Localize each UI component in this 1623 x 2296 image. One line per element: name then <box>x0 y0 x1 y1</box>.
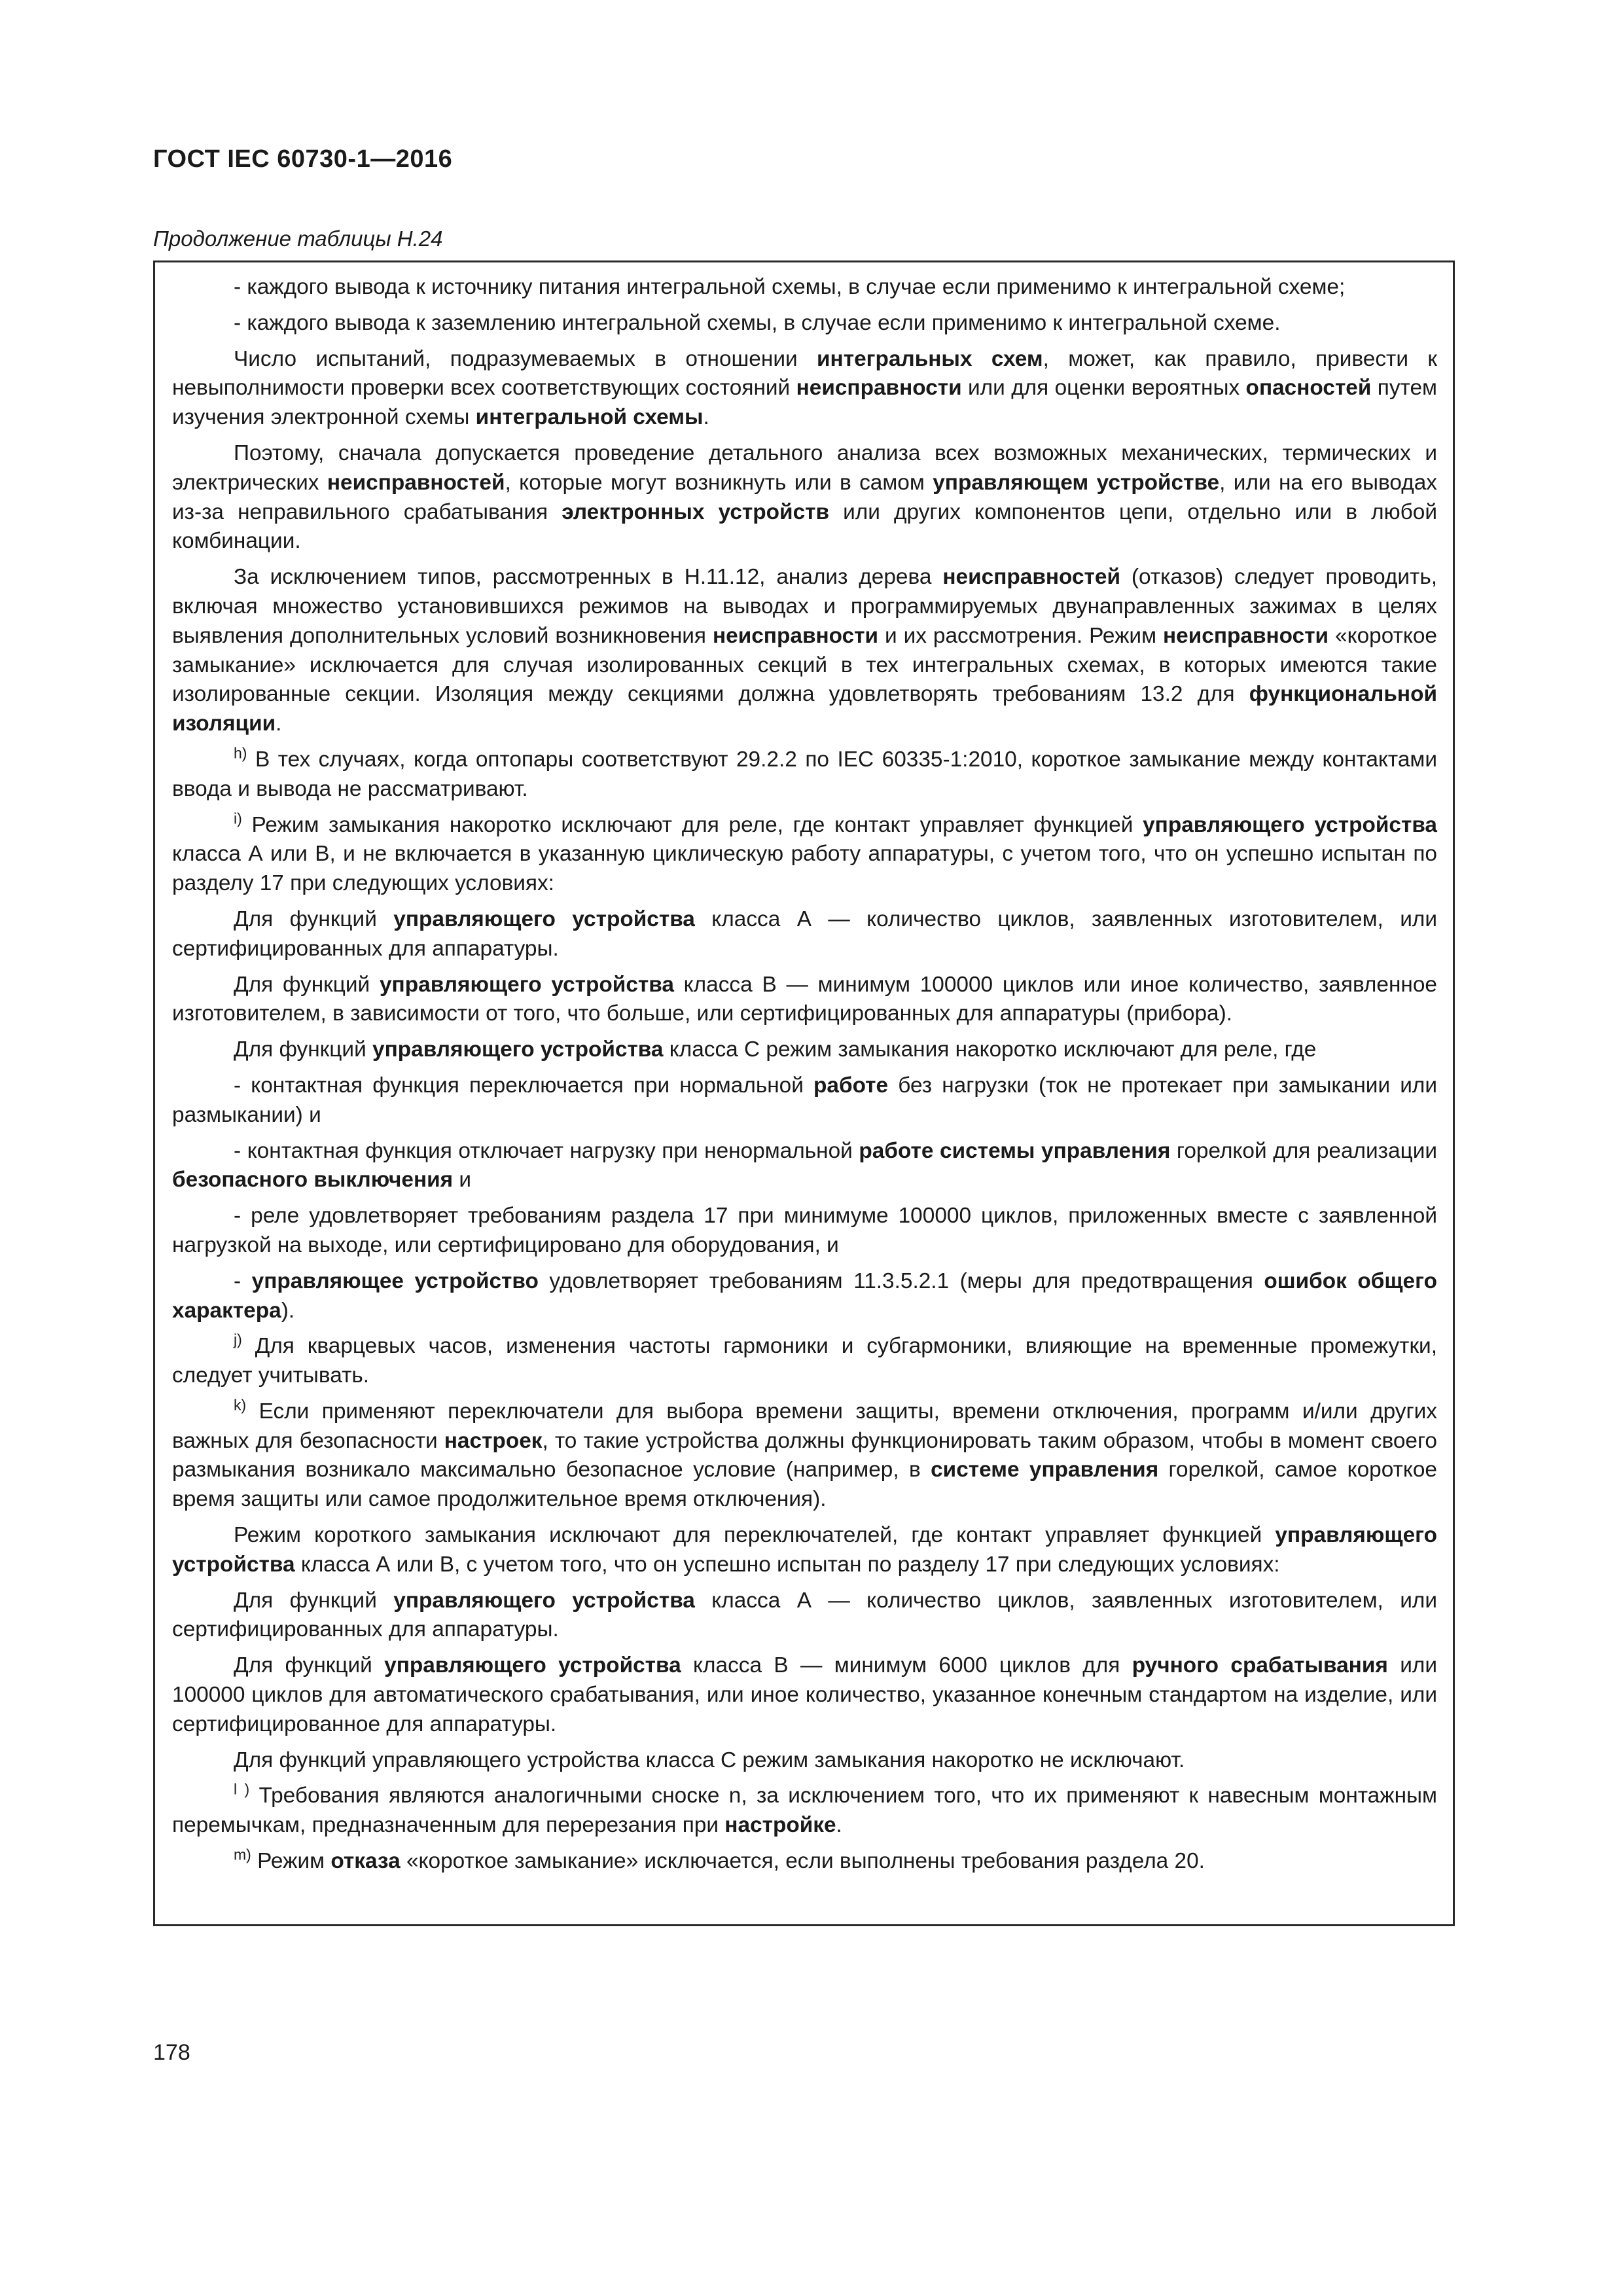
text-run: класса А или В, с учетом того, что он успешно испытан по разделу 17 при следующих условиях: <box>294 1552 1280 1577</box>
paragraph <box>172 1651 1437 1739</box>
paragraph <box>172 1035 1437 1065</box>
footnote-marker: i) <box>234 809 242 827</box>
text-run: Если применяют переключатели для выбора времени защиты, времени отключения, программ и/или других важных для безопасности <box>172 1399 1437 1453</box>
defined-term: безопасного выключения <box>172 1168 454 1193</box>
defined-term: работе системы управления <box>859 1138 1171 1163</box>
defined-term: интегральных схем <box>817 346 1043 371</box>
footnote-marker: j) <box>234 1331 242 1348</box>
text-run: - каждого вывода к источнику питания интегральной схемы, в случае если применимо к интегральной схеме; <box>234 275 1346 299</box>
text-run: или 100000 циклов для автоматического срабатывания, или иное количество, указанное конечным стандартом на изделие, или сертифицированное для аппаратуры. <box>172 1653 1437 1736</box>
text-run: или других компонентов цепи, отдельно или в любой комбинации. <box>172 499 1438 554</box>
defined-term: интегральной схемы <box>475 405 704 430</box>
text-run: , может, как правило, привести к невыполнимости проверки всех соответствующих состояний <box>172 346 1437 401</box>
defined-term: настройке <box>724 1813 836 1838</box>
text-run: - контактная функция отключает нагрузку при ненормальной <box>234 1138 859 1163</box>
text-run: , или на его выводах из-за неправильного срабатывания <box>172 470 1437 524</box>
defined-term: ошибок общего характера <box>172 1268 1437 1323</box>
text-run: (отказов) следует проводить, включая множество установившихся режимов на выводах и программируемых двунаправленных зажимах в целях выявления дополнительных условий возникновения <box>172 565 1438 648</box>
paragraph <box>172 1587 1437 1645</box>
text-run: класса А — количество циклов, заявленных изготовителем, или сертифицированных для аппаратуры. <box>172 1588 1438 1642</box>
defined-term: функциональной изоляции <box>172 682 1437 736</box>
footnote-marker: l ) <box>234 1780 250 1798</box>
text-run: - реле удовлетворяет требованиям раздела 17 при минимуме 100000 циклов, приложенных вместе с заявленной нагрузкой на выходе, или сертифицировано для оборудования, и <box>172 1204 1437 1257</box>
defined-term: управляющего устройства <box>172 1523 1437 1577</box>
text-run: За исключением типов, рассмотренных в Н.11.12, анализ дерева <box>234 565 943 590</box>
text-run: Для кварцевых часов, изменения частоты гармоники и субгармоники, влияющие на временные промежутки, следует учитывать. <box>172 1334 1437 1388</box>
text-run: Число испытаний, подразумеваемых в отношении <box>234 346 817 371</box>
defined-term: работе <box>813 1073 889 1098</box>
footnote-marker: k) <box>234 1396 247 1414</box>
paragraph <box>172 1332 1437 1391</box>
paragraph <box>172 971 1437 1030</box>
paragraph <box>172 273 1437 302</box>
text-run: Режим короткого замыкания исключают для переключателей, где контакт управляет функцией <box>234 1523 1275 1548</box>
paragraph <box>172 1071 1437 1130</box>
text-run: класса С режим замыкания накоротко исключают для реле, где <box>663 1037 1317 1062</box>
text-run: ). <box>281 1298 295 1323</box>
defined-term: отказа <box>330 1849 401 1874</box>
defined-term: ручного срабатывания <box>1132 1653 1388 1678</box>
defined-term: управляющего устройства <box>372 1037 664 1062</box>
text-run: - <box>234 1268 252 1293</box>
defined-term: опасностей <box>1245 376 1372 401</box>
defined-term: управляющего устройства <box>393 1588 695 1613</box>
paragraph <box>172 309 1437 338</box>
paragraph <box>172 345 1437 433</box>
paragraph <box>172 811 1437 899</box>
paragraph <box>172 1202 1437 1261</box>
footnote-marker: h) <box>234 744 247 762</box>
text-run: класса В — минимум 6000 циклов для <box>681 1653 1132 1678</box>
paragraph <box>172 1847 1437 1876</box>
text-run: Для функций <box>234 1653 385 1678</box>
text-run: Режим замыкания накоротко исключают для реле, где контакт управляет функцией <box>241 812 1143 837</box>
paragraph <box>172 1521 1437 1580</box>
text-run: Для функций управляющего устройства класса С режим замыкания накоротко не исключают. <box>234 1748 1185 1772</box>
text-run: без нагрузки (ток не протекает при замыкании или размыкании) и <box>172 1073 1437 1127</box>
text-run: путем изучения электронной схемы <box>172 376 1438 430</box>
text-run: В тех случаях, когда оптопары соответствуют 29.2.2 по IEC 60335-1:2010, короткое замыкание между контактами ввода и вывода не рассматривают. <box>172 747 1437 801</box>
defined-term: управляющего устройства <box>384 1653 681 1678</box>
text-run: , которые могут возникнуть или в самом <box>505 470 933 495</box>
defined-term: управляющего устройства <box>1143 812 1437 837</box>
text-run: , то такие устройства должны функционировать таким образом, чтобы в момент своего размыкания возникало максимально безопасное условие (например, в <box>172 1428 1437 1482</box>
paragraph <box>172 1782 1437 1840</box>
defined-term: электронных устройств <box>562 499 830 524</box>
defined-term: неисправностей <box>327 470 505 495</box>
text-run: и их рассмотрения. Режим <box>878 623 1163 648</box>
text-run: . <box>276 711 282 736</box>
text-run: класса А или В, и не включается в указанную циклическую работу аппаратуры, с учетом того, что он успешно испытан по разделу 17 при следующих условиях: <box>172 842 1437 896</box>
paragraph <box>172 563 1437 739</box>
text-run: «короткое замыкание» исключается для случая изолированных секций в тех интегральных схемах, в которых имеются такие изолированные секции. Изоляция между секциями должна удовлетворять требованиям 13.2 для <box>172 623 1437 707</box>
defined-term: неисправности <box>796 376 962 401</box>
document-header: ГОСТ IEC 60730-1—2016 <box>153 145 453 173</box>
paragraph <box>172 1137 1437 1196</box>
defined-term: управляющем устройстве <box>933 470 1220 495</box>
text-run: Для функций <box>234 906 394 931</box>
table-caption: Продолжение таблицы Н.24 <box>153 226 443 251</box>
paragraph <box>172 1267 1437 1326</box>
text-run: «короткое замыкание» исключается, если выполнены требования раздела 20. <box>400 1849 1205 1874</box>
text-run: Для функций <box>234 972 380 997</box>
text-run: класса А — количество циклов, заявленных изготовителем, или сертифицированных для аппаратуры. <box>172 906 1438 961</box>
defined-term: управляющего устройства <box>393 906 695 931</box>
defined-term: управляющего устройства <box>379 972 674 997</box>
text-run: горелкой, самое короткое время защиты или самое продолжительное время отключения). <box>172 1458 1438 1512</box>
text-run: Режим <box>251 1849 331 1874</box>
text-run: горелкой для реализации <box>1170 1138 1437 1163</box>
defined-term: настроек <box>444 1428 543 1453</box>
defined-term: неисправностей <box>942 565 1121 590</box>
table-cell <box>153 260 1455 1926</box>
paragraph <box>172 1746 1437 1776</box>
footnote-marker: m) <box>234 1846 251 1863</box>
text-run: Для функций <box>234 1588 394 1613</box>
text-run: - контактная функция переключается при нормальной <box>234 1073 813 1098</box>
defined-term: управляющее устройство <box>251 1268 539 1293</box>
text-run: Поэтому, сначала допускается проведение детального анализа всех возможных механических, термических и электрических <box>172 440 1437 495</box>
text-run: - каждого вывода к заземлению интегральной схемы, в случае если применимо к интегральной схеме. <box>234 310 1281 335</box>
text-run: удовлетворяет требованиям 11.3.5.2.1 (меры для предотвращения <box>538 1268 1264 1293</box>
text-run: класса В — минимум 100000 циклов или иное количество, заявленное изготовителем, в зависимости от того, что больше, или сертифицированных для аппаратуры (прибора). <box>172 972 1437 1026</box>
text-run: Для функций <box>234 1037 373 1062</box>
paragraph <box>172 745 1437 804</box>
text-run: и <box>453 1168 472 1193</box>
text-run: . <box>703 405 709 430</box>
defined-term: неисправности <box>1163 623 1329 648</box>
defined-term: неисправности <box>712 623 879 648</box>
text-run: Требования являются аналогичными сноске n, за исключением того, что их применяют к навесным монтажным перемычкам, предназначенным для перерезания при <box>172 1784 1437 1838</box>
page-number: 178 <box>153 2040 190 2065</box>
paragraph <box>172 1397 1437 1515</box>
text-run: . <box>836 1813 842 1838</box>
defined-term: системе управления <box>931 1458 1159 1482</box>
paragraph <box>172 905 1437 964</box>
paragraph <box>172 439 1437 556</box>
text-run: или для оценки вероятных <box>961 376 1246 401</box>
